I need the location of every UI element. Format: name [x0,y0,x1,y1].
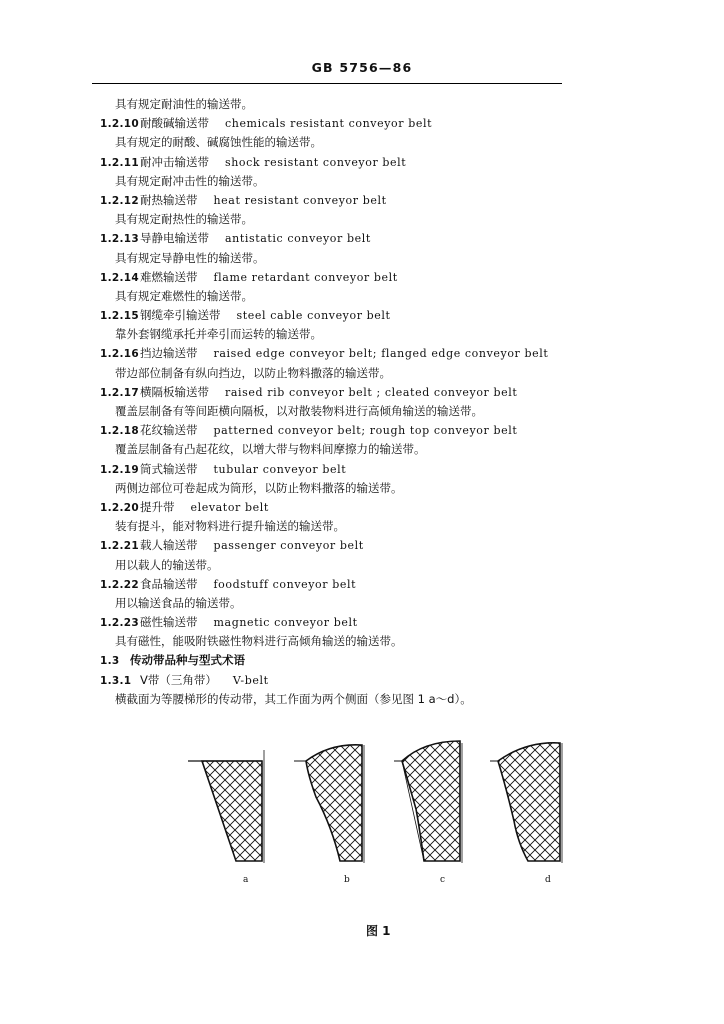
term-english: antistatic conveyor belt [225,232,371,246]
cross-section-d [490,743,562,863]
term-english: passenger conveyor belt [213,539,364,553]
term-number: 1.2.14 [100,271,140,284]
term-number: 1.2.16 [100,348,140,361]
term-english: raised rib conveyor belt ; cleated conveyor belt [225,385,518,399]
term-heading [100,575,570,594]
term-number: 1.2.21 [100,540,140,553]
term-number: 1.2.22 [100,578,140,591]
term-heading [100,114,570,133]
term-number: 1.2.20 [100,501,140,514]
term-chinese: 载人输送带 [140,538,198,553]
term-number: 1.2.13 [100,233,140,246]
term-number: 1.2.18 [100,425,140,438]
term-number: 1.3.1 [100,674,132,687]
v-belt-figure [180,735,580,935]
term-chinese: 难燃输送带 [140,269,198,284]
term-chinese: 耐酸碱输送带 [140,116,209,131]
term-definition: 具有规定耐热性的输送带。 [115,212,253,227]
term-chinese: 耐热输送带 [140,192,198,207]
figure-label-b: b [344,875,350,885]
cross-section-a [188,750,264,863]
term-definition: 靠外套钢缆承托并牵引而运转的输送带。 [115,327,322,342]
term-english: tubular conveyor belt [213,462,347,476]
term-english: elevator belt [190,500,269,514]
term-definition: 用以载人的输送带。 [115,557,219,572]
term-english: shock resistant conveyor belt [225,155,407,169]
term-number: 1.2.17 [100,386,140,399]
term-definition: 具有规定耐油性的输送带。 [115,97,253,111]
term-heading [100,229,570,248]
term-definition: 覆盖层制备有等间距横向隔板，以对散装物料进行高倾角输送的输送带。 [115,404,483,418]
term-heading [100,153,570,172]
term-english: flame retardant conveyor belt [213,270,398,284]
cross-section-b [294,745,364,863]
term-chinese: 筒式输送带 [140,461,198,476]
term-definition: 具有规定难燃性的输送带。 [115,288,253,303]
term-definition: 具有磁性，能吸附铁磁性物料进行高倾角输送的输送带。 [115,634,403,649]
term-heading [100,613,570,632]
term-definition: 两侧边部位可卷起成为筒形，以防止物料撒落的输送带。 [115,480,403,495]
term-english: magnetic conveyor belt [213,616,358,630]
term-english: foodstuff conveyor belt [213,577,357,591]
term-chinese: 传动带品种与型式术语 [130,653,245,668]
term-definition: 带边部位制备有纵向挡边，以防止物料撒落的输送带。 [115,365,391,380]
header-rule [92,83,562,84]
term-definition: 横截面为等腰梯形的传动带，其工作面为两个侧面（参见图 1 a～d）。 [115,691,472,706]
term-chinese: 提升带 [140,499,175,514]
term-english: heat resistant conveyor belt [213,193,387,207]
term-number: 1.2.11 [100,156,140,169]
term-number: 1.3 [100,655,120,668]
term-definition: 覆盖层制备有凸起花纹，以增大带与物料间摩擦力的输送带。 [115,442,426,457]
term-heading [100,306,570,325]
term-number: 1.2.10 [100,118,140,131]
term-number: 1.2.15 [100,310,140,323]
term-heading [100,498,570,517]
figure-label-d: d [545,875,551,885]
term-definition: 具有规定导静电性的输送带。 [115,250,265,265]
cross-section-c [394,741,462,863]
term-definition: 具有规定的耐酸、碱腐蚀性能的输送带。 [115,135,322,150]
figure-label-a: a [243,875,249,885]
term-heading [100,268,570,287]
term-heading [100,191,570,210]
terms-list [100,95,570,709]
term-chinese: 耐冲击输送带 [140,154,209,169]
term-chinese: 钢缆牵引输送带 [140,308,221,323]
term-number: 1.2.23 [100,617,140,630]
term-definition: 具有规定耐冲击性的输送带。 [115,173,265,188]
term-chinese: 食品输送带 [140,576,198,591]
term-heading [100,671,570,690]
term-chinese: 磁性输送带 [140,615,198,630]
term-chinese: 挡边输送带 [140,346,198,361]
figure-caption: 图 1 [366,924,391,938]
figure-label-c: c [440,875,446,885]
term-heading [100,421,570,440]
term-heading [100,383,570,402]
term-definition: 装有提斗，能对物料进行提升输送的输送带。 [115,519,345,534]
term-english: steel cable conveyor belt [236,309,391,323]
term-number: 1.2.12 [100,194,140,207]
term-english: V-belt [232,673,269,687]
term-english: patterned conveyor belt; rough top conveyor belt [213,424,518,438]
term-heading [100,536,570,555]
term-english: chemicals resistant conveyor belt [225,117,433,131]
term-heading [100,344,570,363]
section-heading [100,651,570,670]
term-chinese: 花纹输送带 [140,423,198,438]
term-heading [100,460,570,479]
term-definition: 用以输送食品的输送带。 [115,595,242,610]
term-number: 1.2.19 [100,463,140,476]
term-chinese: 导静电输送带 [140,231,209,246]
standard-header: GB 5756—86 [311,60,413,75]
term-english: raised edge conveyor belt; flanged edge conveyor belt [213,347,549,361]
term-chinese: 横隔板输送带 [140,384,209,399]
term-chinese: V带（三角带） [140,672,217,687]
